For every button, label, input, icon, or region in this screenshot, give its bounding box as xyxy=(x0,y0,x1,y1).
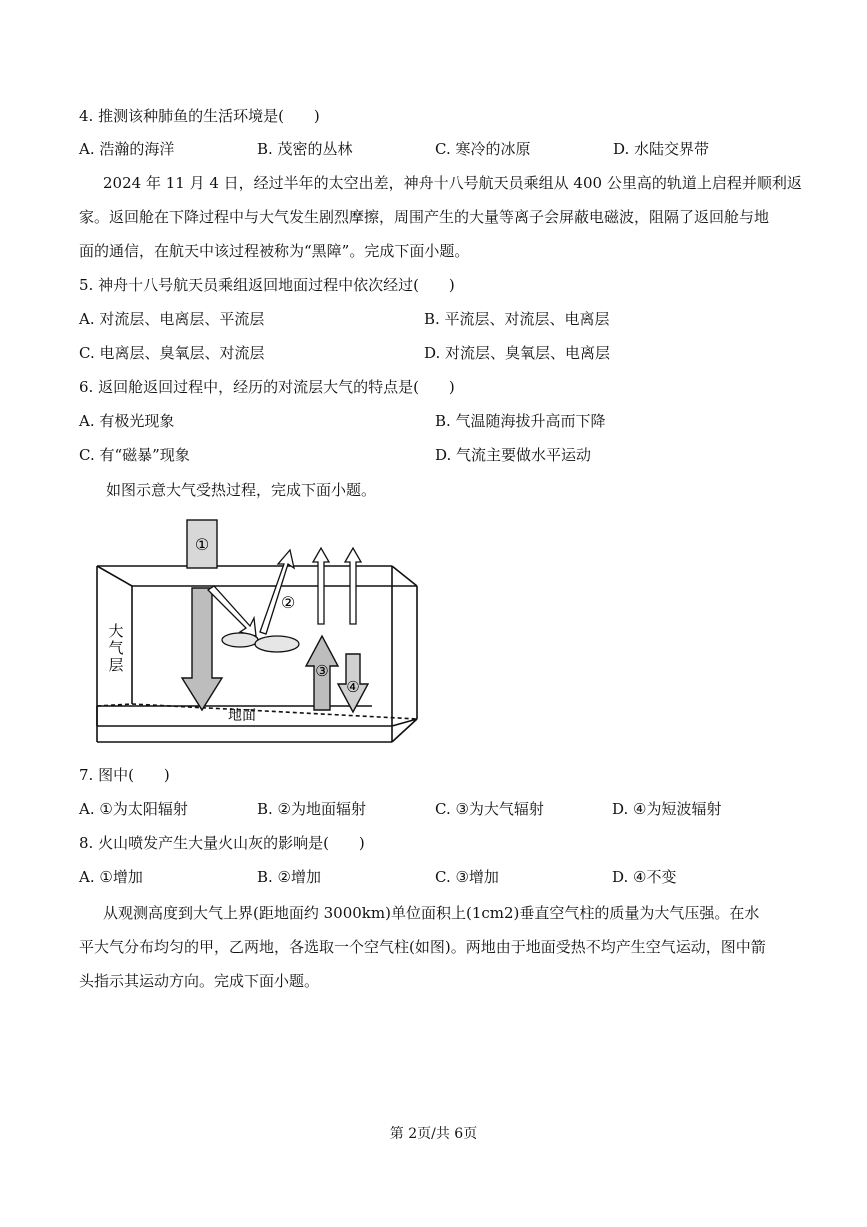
label-atmosphere-1: 大 xyxy=(108,622,124,640)
question-8-option-b: B. ②增加 xyxy=(257,868,322,886)
question-6-option-d: D. 气流主要做水平运动 xyxy=(435,446,592,464)
mark-2: ② xyxy=(280,593,296,612)
question-7-option-c: C. ③为大气辐射 xyxy=(435,800,544,818)
question-6-option-a: A. 有极光现象 xyxy=(79,412,175,430)
question-5-option-c: C. 电离层、臭氧层、对流层 xyxy=(79,344,265,362)
cloud-shape xyxy=(222,633,299,652)
mark-3: ③ xyxy=(315,662,329,680)
mark-4: ④ xyxy=(346,678,360,696)
question-7-stem: 7. 图中( ) xyxy=(79,766,170,784)
question-5-option-d: D. 对流层、臭氧层、电离层 xyxy=(424,344,611,362)
passage-1-line-2: 家。返回舱在下降过程中与大气发生剧烈摩擦，周围产生的大量等离子会屏蔽电磁波，阻隔了返回舱与地 xyxy=(79,208,770,226)
question-8-option-c: C. ③增加 xyxy=(435,868,499,886)
question-4-option-a: A. 浩瀚的海洋 xyxy=(79,140,175,158)
passage-3-line-2: 平大气分布均匀的甲，乙两地，各选取一个空气柱(如图)。两地由于地面受热不均产生空气运动，图中箭 xyxy=(79,938,766,956)
label-atmosphere-3: 层 xyxy=(108,656,124,674)
passage-3-line-1: 从观测高度到大气上界(距地面约 3000km)单位面积上(1cm2)垂直空气柱的质量为大气压强。在水 xyxy=(103,904,760,922)
passage-1-line-3: 面的通信，在航天中该过程被称为“黑障”。完成下面小题。 xyxy=(79,242,470,260)
question-8-option-a: A. ①增加 xyxy=(79,868,143,886)
passage-1-line-1: 2024 年 11 月 4 日，经过半年的太空出差，神舟十八号航天员乘组从 400 公里高的轨道上启程并顺利返 xyxy=(103,174,802,192)
question-4-stem: 4. 推测该种肺鱼的生活环境是( ) xyxy=(79,107,320,125)
mark-1: ① xyxy=(194,535,210,554)
question-8-option-d: D. ④不变 xyxy=(612,868,677,886)
page-number: 第 2页/共 6页 xyxy=(389,1126,478,1142)
question-5-option-a: A. 对流层、电离层、平流层 xyxy=(79,310,265,328)
passage-2: 如图示意大气受热过程，完成下面小题。 xyxy=(106,481,377,499)
question-7-option-a: A. ①为太阳辐射 xyxy=(79,800,188,818)
question-6-option-b: B. 气温随海拔升高而下降 xyxy=(435,412,606,430)
question-7-option-d: D. ④为短波辐射 xyxy=(612,800,722,818)
atmosphere-diagram xyxy=(92,514,422,746)
label-atmosphere-2: 气 xyxy=(108,639,124,657)
question-5-option-b: B. 平流层、对流层、电离层 xyxy=(424,310,610,328)
question-6-stem: 6. 返回舱返回过程中，经历的对流层大气的特点是( ) xyxy=(79,378,455,396)
atmosphere-heating-figure xyxy=(92,514,422,746)
label-ground: 地面 xyxy=(228,708,256,724)
question-7-option-b: B. ②为地面辐射 xyxy=(257,800,367,818)
passage-3-line-3: 头指示其运动方向。完成下面小题。 xyxy=(79,972,320,990)
question-4-option-d: D. 水陆交界带 xyxy=(613,140,710,158)
question-8-stem: 8. 火山喷发产生大量火山灰的影响是( ) xyxy=(79,834,365,852)
question-4-option-c: C. 寒冷的冰原 xyxy=(435,140,531,158)
question-4-option-b: B. 茂密的丛林 xyxy=(257,140,353,158)
question-6-option-c: C. 有“磁暴”现象 xyxy=(79,446,190,464)
question-5-stem: 5. 神舟十八号航天员乘组返回地面过程中依次经过( ) xyxy=(79,276,455,294)
